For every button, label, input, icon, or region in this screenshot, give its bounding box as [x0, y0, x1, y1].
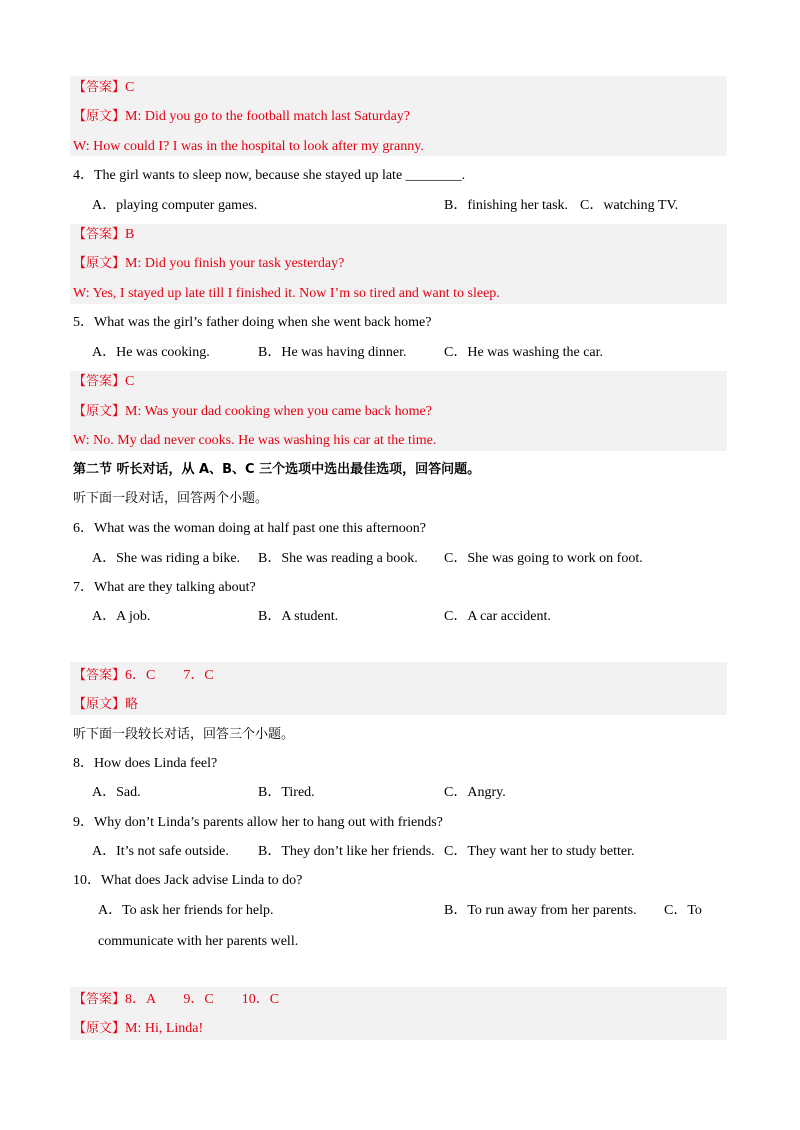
answer-value: 8．A 9．C 10．C: [125, 992, 280, 1007]
question-9-option-c: C．They want her to study better.: [444, 844, 635, 859]
question-5-option-a: A．He was cooking.: [92, 345, 210, 360]
question-6-option-a: A．She was riding a bike.: [92, 551, 241, 566]
instruction-long-dialogue: 听下面一段较长对话，回答三个小题。: [73, 727, 295, 742]
script-text-w: W: Yes, I stayed up late till I finished it. Now I’m so tired and want to sleep.: [73, 286, 500, 301]
question-8: 8．How does Linda feel?: [73, 756, 218, 771]
question-10-option-c: C．To: [664, 903, 702, 918]
answer-tag: 【答案】: [73, 80, 126, 95]
question-4-option-a: A．playing computer games.: [92, 198, 258, 213]
question-7-option-a: A．A job.: [92, 609, 151, 624]
question-5-option-c: C．He was washing the car.: [444, 345, 604, 360]
answer-value: C: [125, 80, 135, 95]
question-9: 9．Why don’t Linda’s parents allow her to hang out with friends?: [73, 815, 443, 830]
script-line-3: [73, 108, 410, 126]
script-tag: 【原文】: [73, 697, 126, 712]
question-10-option-a: A．To ask her friends for help.: [98, 903, 274, 918]
answer-tag: 【答案】: [73, 992, 126, 1007]
answer-line-8-10: [73, 991, 279, 1009]
question-10-option-b: B．To run away from her parents.: [444, 903, 637, 918]
question-10-option-c-continued: communicate with her parents well.: [98, 934, 299, 949]
script-tag: 【原文】: [73, 1021, 126, 1036]
question-9-option-a: A．It’s not safe outside.: [92, 844, 229, 859]
question-8-option-c: C．Angry.: [444, 785, 506, 800]
answer-value: 6．C 7．C: [125, 668, 214, 683]
script-text-m: M: Did you go to the football match last Saturday?: [125, 109, 411, 124]
question-7-option-c: C．A car accident.: [444, 609, 551, 624]
answer-line-6-7: [73, 667, 214, 685]
answer-line-5: [73, 373, 134, 391]
question-9-option-b: B．They don’t like her friends.: [258, 844, 435, 859]
question-8-option-b: B．Tired.: [258, 785, 315, 800]
answer-tag: 【答案】: [73, 227, 126, 242]
section-2-instruction: 听下面一段对话，回答两个小题。: [73, 491, 269, 506]
script-line-6-7: [73, 696, 138, 714]
question-10: 10．What does Jack advise Linda to do?: [73, 873, 303, 888]
script-text: 略: [125, 697, 139, 712]
question-6-option-b: B．She was reading a book.: [258, 551, 418, 566]
question-5-option-b: B．He was having dinner.: [258, 345, 407, 360]
answer-tag: 【答案】: [73, 668, 126, 683]
question-4-option-b: B．finishing her task.: [444, 198, 569, 213]
answer-tag: 【答案】: [73, 374, 126, 389]
script-line-5: [73, 403, 432, 421]
question-7: 7．What are they talking about?: [73, 580, 256, 595]
script-line-8-10: [73, 1020, 203, 1038]
script-tag: 【原文】: [73, 109, 126, 124]
script-text: M: Hi, Linda!: [125, 1021, 204, 1036]
answer-value: C: [125, 374, 135, 389]
script-text-m: M: Did you finish your task yesterday?: [125, 256, 345, 271]
script-tag: 【原文】: [73, 256, 126, 271]
script-text-w: W: How could I? I was in the hospital to look after my granny.: [73, 139, 424, 154]
question-6-option-c: C．She was going to work on foot.: [444, 551, 643, 566]
answer-line-3: [73, 79, 134, 97]
question-7-option-b: B．A student.: [258, 609, 339, 624]
script-text-m: M: Was your dad cooking when you came back home?: [125, 404, 432, 419]
question-8-option-a: A．Sad.: [92, 785, 141, 800]
question-4: 4．The girl wants to sleep now, because she stayed up late ________.: [73, 168, 466, 183]
section-2-title: 第二节 听长对话，从 A、B、C 三个选项中选出最佳选项，回答问题。: [73, 462, 481, 477]
question-6: 6．What was the woman doing at half past one this afternoon?: [73, 521, 427, 536]
question-5: 5．What was the girl’s father doing when she went back home?: [73, 315, 432, 330]
script-text-w: W: No. My dad never cooks. He was washing his car at the time.: [73, 433, 437, 448]
script-tag: 【原文】: [73, 404, 126, 419]
answer-line-4: [73, 226, 134, 244]
answer-value: B: [125, 227, 135, 242]
question-4-option-c: C．watching TV.: [580, 198, 679, 213]
script-line-4: [73, 255, 344, 273]
